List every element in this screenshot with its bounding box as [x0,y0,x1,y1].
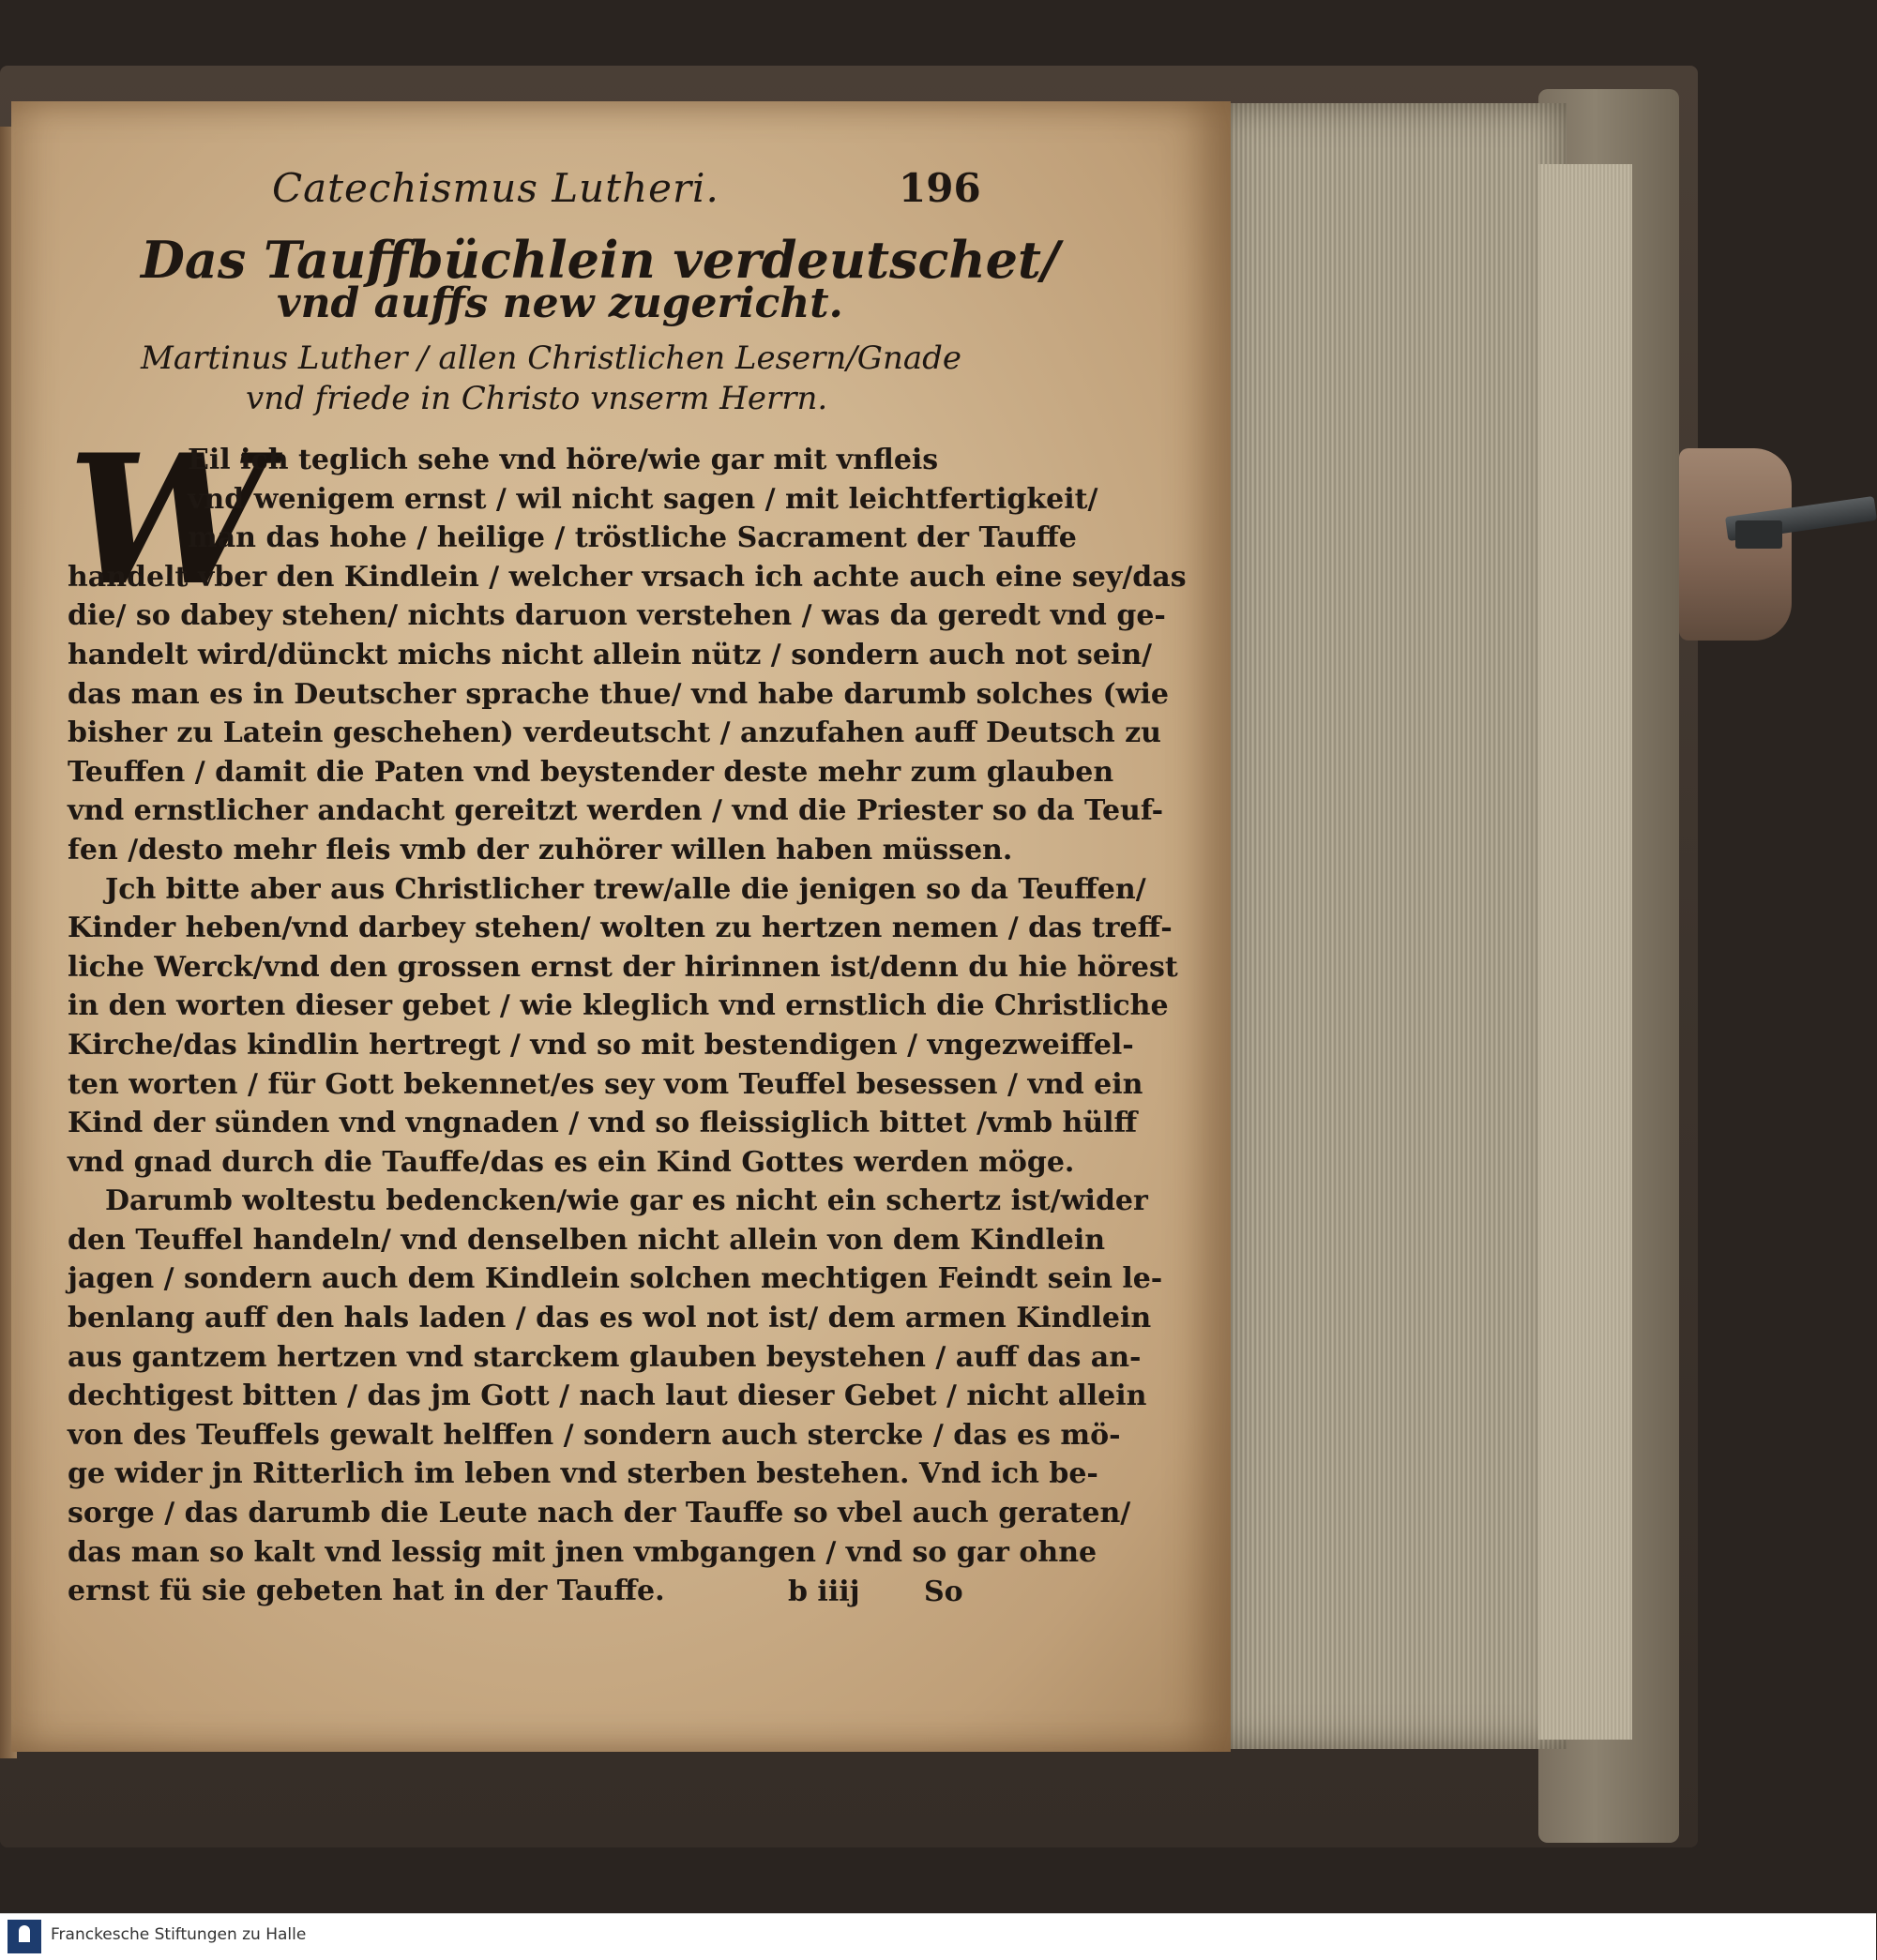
page-stack-edge [1219,103,1567,1749]
body-line: Kinder heben/vnd darbey stehen/ wolten zu hertzen nemen / das treff- [68,912,1173,945]
decorated-initial: W [68,415,268,625]
running-header: Catechismus Lutheri. [272,165,719,211]
body-text [68,415,1187,1611]
body-line: liche Werck/vnd den grossen ernst der hirinnen ist/denn du hie hörest [68,950,1178,984]
footer-bar [0,1913,1876,1960]
body-line: Darumb woltestu bedencken/wie gar es nicht ein schertz ist/wider [105,1184,1148,1218]
body-line: das man es in Deutscher sprache thue/ vnd habe darumb solches (wie [68,677,1169,711]
body-line: Kirche/das kindlin hertregt / vnd so mit bestendigen / vngezweiffel- [68,1028,1134,1062]
body-line: ernst fü sie gebeten hat in der Tauffe. [68,1575,665,1608]
body-line: die/ so dabey stehen/ nichts daruon verstehen / was da geredt vnd ge- [68,599,1166,633]
body-line: Eil ich teglich sehe vnd höre/wie gar mit vnfleis [188,444,939,476]
body-line: in den worten dieser gebet / wie kleglich vnd ernstlich die Christliche [68,989,1169,1023]
address-line-2: vnd friede in Christo vnserm Herrn. [246,380,828,417]
title-line-2: vnd auffs new zugericht. [277,279,843,327]
body-line: ge wider jn Ritterlich im leben vnd sterben bestehen. Vnd ich be- [68,1457,1098,1491]
title-line-1: Das Tauffbüchlein verdeutschet/ [141,230,1060,290]
body-line: jagen / sondern auch dem Kindlein solchen mechtigen Feindt sein le- [68,1262,1163,1296]
institution-name: Franckesche Stiftungen zu Halle [51,1925,307,1944]
page-stack-inner [1538,164,1632,1740]
body-line: den Teuffel handeln/ vnd denselben nicht allein von dem Kindlein [68,1223,1106,1257]
body-line: man das hohe / heilige / tröstliche Sacrament der Tauffe [188,521,1077,555]
body-line: vnd wenigem ernst / wil nicht sagen / mit leichtfertigkeit/ [188,482,1098,516]
body-line: benlang auff den hals laden / das es wol not ist/ dem armen Kindlein [68,1302,1152,1335]
body-line: Jch bitte aber aus Christlicher trew/alle die jenigen so da Teuffen/ [105,872,1146,906]
body-line: dechtigest bitten / das jm Gott / nach laut dieser Gebet / nicht allein [68,1380,1147,1413]
clasp-pin [1735,520,1782,549]
body-line: sorge / das darumb die Leute nach der Tauffe so vbel auch geraten/ [68,1497,1131,1530]
body-line: Kind der sünden vnd vngnaden / vnd so fleissiglich bittet /vmb hülff [68,1107,1138,1140]
institution-logo-icon [8,1920,41,1953]
body-line: von des Teuffels gewalt helffen / sondern auch stercke / das es mö- [68,1418,1121,1452]
body-line: handelt wird/dünckt michs nicht allein nütz / sondern auch not sein/ [68,638,1153,671]
body-line: ten worten / für Gott bekennet/es sey vom Teuffel besessen / vnd ein [68,1067,1143,1101]
body-line: das man so kalt vnd lessig mit jnen vmbgangen / vnd so gar ohne [68,1535,1097,1569]
catchword: So [924,1576,963,1608]
folio-number: 196 [899,165,981,211]
address-line-1: Martinus Luther / allen Christlichen Lesern/Gnade [141,339,962,377]
body-line: vnd ernstlicher andacht gereitzt werden / vnd die Priester so da Teuf- [68,794,1164,828]
signature-mark: b iiij [788,1576,860,1608]
body-line: vnd gnad durch die Tauffe/das es ein Kind Gottes werden möge. [68,1145,1075,1179]
body-line: Teuffen / damit die Paten vnd beystender deste mehr zum glauben [68,755,1114,789]
body-line: aus gantzem hertzen vnd starckem glauben beystehen / auff das an- [68,1340,1142,1374]
body-line: handelt vber den Kindlein / welcher vrsach ich achte auch eine sey/das [68,560,1187,594]
body-line: fen /desto mehr fleis vmb der zuhörer willen haben müssen. [68,833,1013,867]
body-line: bisher zu Latein geschehen) verdeutscht / anzufahen auff Deutsch zu [68,716,1161,750]
